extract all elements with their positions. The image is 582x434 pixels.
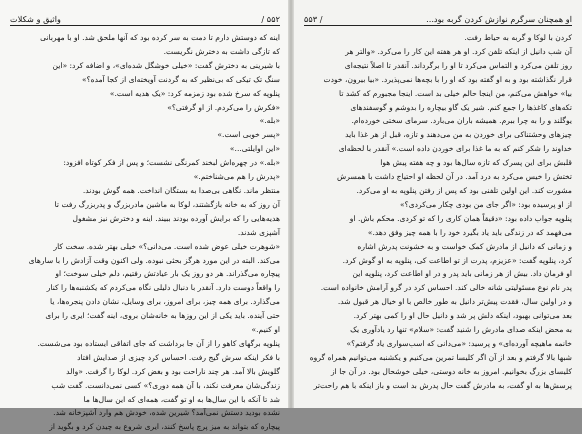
left-text-line: آشپزی شدند. [237, 227, 280, 237]
right-text-line: و زمانی که دانیل از مادرش کمک خواست و به خشونت پدرش اشاره [357, 241, 572, 251]
right-page-header [304, 14, 572, 26]
left-page-text [10, 31, 280, 434]
left-text-line: «پسر خوبی است.» [217, 130, 280, 140]
left-text-line: حتی آینده. باید یکی از این روزها به خانه‌شان بروی، اینه گفت؛ ایری را برای [45, 311, 280, 321]
left-text-line: آن روز که به خانه بازگشتند، لوکا به ماشین مادربزرگ و پدربزرگ رفت تا [54, 199, 280, 209]
right-text-line: یوگلند و را به چرا ببرم. همیشه باران می‌بارد. سرمای سختی خورده‌ام. [351, 116, 572, 126]
left-text-line: پنلوپه که سرخ شده بود زمزمه کرد: «یک هدیه است.» [109, 88, 280, 98]
right-text-line: تختش را خیس می‌کرد به درد آمد. در آن لحظه او احتیاج داشت با همسرش [337, 172, 572, 182]
right-page-number: / ۵۵۳ [304, 14, 323, 24]
left-text-line: پیچاره که بتواند به میز پرچ پاسخ کنند، ایری شروع به چیدن کرد و بگوید از [49, 422, 280, 432]
right-text-line: بعد می‌توانی بهبود، اینکه دلش پر شد و دانیل حال او را کمی بهتر کرد. [353, 311, 572, 321]
left-text-line: «این اوایلتی...» [229, 144, 280, 154]
left-text-line: گلویش بالا آمد. هر چند ناراحت بود و بغض کرد. لوکا را گرفت. «والد [66, 366, 280, 376]
left-text-line: «پدرش را هم می‌شناختم.» [193, 172, 280, 182]
right-text-line: به محض اینکه صدای مادرش را شنید گفت: «سلام» تنها رد یادآوری یک [350, 325, 572, 335]
right-text-line: پرسش‌ها به او گفت، به مادرش گفت حال پدرش بد است و باز اینکه با هم راحت‌تر [313, 380, 572, 390]
left-text-line: اینه که دوستش دارم تا دمت به سر کرده بود که آنها ملحق شد. او با مهربانی [40, 33, 280, 42]
right-text-line: خداوند را شکر کنم که به ما غذا برای خوردن داده است.» آنقدر با لحظه‌ای [338, 144, 572, 154]
right-text-line: خانمه ماهیچه آورده‌ای» و پرسید: «می‌دانی که اسب‌سواری یاد گرفتم؟» [346, 338, 572, 348]
right-text-line: قرار نگذاشته بود و به او گفته بود که او را با بچه‌ها نمی‌پذیرد. «بیا بیرون، خودت [323, 74, 572, 84]
left-page-number: ۵۵۲ / [261, 14, 280, 24]
right-text-line: روز تلفن می‌کرد و التماس می‌کرد تا او را برگرداند. آنقدر تا اصلاً نتیجه‌ای [344, 60, 572, 70]
right-text-line: شبها بالا گرفتم و بعد از آن اگر کلیسا تمرین می‌کنیم و یکشنبه می‌توانیم همراه گروه [309, 352, 572, 362]
left-text-line: «فکرش را می‌کردم. از او گرفتی؟» [167, 102, 280, 112]
left-text-line: هدیه‌هایی را که برایش آورده بودند ببیند. اینه و دخترش نیز مشغول [72, 213, 280, 223]
right-text-line: او فرمان داد. بیش از هر زمانی باید پدر و در او اطاعت کرد، پنلوپه این [352, 269, 572, 279]
right-page [294, 0, 582, 408]
left-text-line: شد تا آنکه با این سال‌ها به او تو گفت، همه‌ای که این سال‌ها ما [83, 394, 280, 404]
left-text-line: می‌کند. البته در این مورد هرگز بحثی نبوده. ولی اکنون وقت آزادش را با سارهای [28, 255, 280, 265]
right-text-line: از او پرسیده بود: «اگر جای من بودی چکار می‌کردی؟» [400, 199, 572, 209]
left-text-line: را واقعاً دوست دارد. آنقدر با دنبال دلیلی نگاه می‌کردم که یکشنبه‌ها را کنار [46, 283, 280, 293]
left-text-line: می‌گذارد. برای همه چیز، برای امروز، برای وسایل، نشان دادن پنجره‌ها، یا [50, 297, 280, 307]
left-text-line: زندگی‌شان معرفت نکند، با آن همه دوری؟» کسی نمی‌دانست. گفت شب [51, 380, 280, 390]
right-text-line: و در اولین سال، فقدت پیش‌تر دانیل به طور خالص با او خیال هر قبول شد. [337, 297, 572, 307]
right-text-line: قلبش برای این پسرک که تازه سال‌ها بود و چه هفته پیش هوا [380, 158, 572, 168]
right-text-line: مشورت کند. این اولین تلفنی بود که پس از رفتن پنلوپه به او می‌کرد. [356, 185, 572, 195]
left-text-line: که تازگی داشت به دخترش نگریست. [163, 46, 280, 56]
right-text-line: می‌فهمد که در زندگی باید یاد بگیرد خود را با همه چیز وفق دهد.» [367, 227, 572, 237]
right-text-line: کلیسای بزرگ بخوانیم. امروز به خانه دوستی، خیلی خوشحال بود. در آن جا از [331, 366, 572, 376]
right-text-line: کردن با لوکا و گربه به حیاط رفت. [464, 33, 572, 42]
right-text-line: پنلوپه جواب داده بود: «دقیقاً همان کاری را که تو کردی. محکم باش. او [349, 213, 572, 223]
left-running-title: واثیق و شکلات [10, 14, 61, 24]
right-text-line: کرد، پنلوپه گفت: «عزیزم، پدرت از تو اطاعت کی، پنلوپه به او گوش کرد. [342, 255, 572, 265]
left-text-line: «شوهرت خیلی عوض شده است. می‌دانی؟» خیلی بهتر شده. سخت کار [53, 241, 280, 251]
left-text-line: پنلوپه برگهای کاهو را از آن جا برداشت که جای اتفاقی ایستاده بود می‌شست. [37, 338, 280, 348]
left-text-line: پیچاره می‌گذراند. هر دو روز یک بار عیادتش رفتیم، دلم خیلی سوخت؛ او [55, 269, 280, 279]
right-page-text [304, 31, 572, 393]
right-text-line: پدر نام نوع مسئولیتی شانه خالی کند. احساس کرد در گرو آرامش خانواده است. [320, 283, 572, 293]
left-page-header [10, 14, 280, 26]
right-running-title: او همچنان سرگرم نوازش کردن گربه بود... [426, 14, 572, 24]
left-text-line: نشده بودید دستش نمی‌آمد؟ شیرین شده، خودش هم وارد آشپزخانه شد. [53, 408, 280, 418]
right-text-line: تکه‌های کاغذها را جمع کنم. شیر یک گاو بیچاره را بدوشم و گوسفندهای [350, 102, 572, 112]
right-text-line: بیا» خواهش می‌کنم، من اینجا حالم خیلی بد است. اینجا مجبورم که کشد تا [339, 88, 572, 98]
left-text-line: «بله.» در چهره‌اش لبخند کمرنگی نشست؛ و پس از فکر کوتاه افزود: [63, 158, 280, 168]
left-text-line: با فکر اینکه سرش گیج رفت. احساس کرد چیزی از صدایش افتاد [77, 352, 280, 362]
left-page [0, 0, 288, 432]
right-text-line: چیزهای وحشتناکی برای خوردن به من می‌دهند و تازه، قبل از هر غذا باید [345, 130, 572, 140]
right-text-line: آن شب دانیل از اینکه تلفن کرد. او هر هفته این کار را می‌کرد. «والتر هر [345, 46, 572, 56]
left-text-line: با شیرینی به دخترش گفت: «خیلی خوشگل شده‌ای»، و اضافه کرد: «این [52, 60, 280, 70]
left-text-line: منتظر ماند. نگاهی بی‌صدا به بستگان انداخت. همه گوش بودند. [82, 185, 280, 195]
left-text-line: او کنیم.» [251, 325, 280, 335]
left-text-line: سنگ تک تیکی که بی‌نظیر که به گردنت آویخته‌ای از کجا آمده؟» [81, 74, 280, 84]
left-text-line: «بله.» [259, 116, 280, 126]
